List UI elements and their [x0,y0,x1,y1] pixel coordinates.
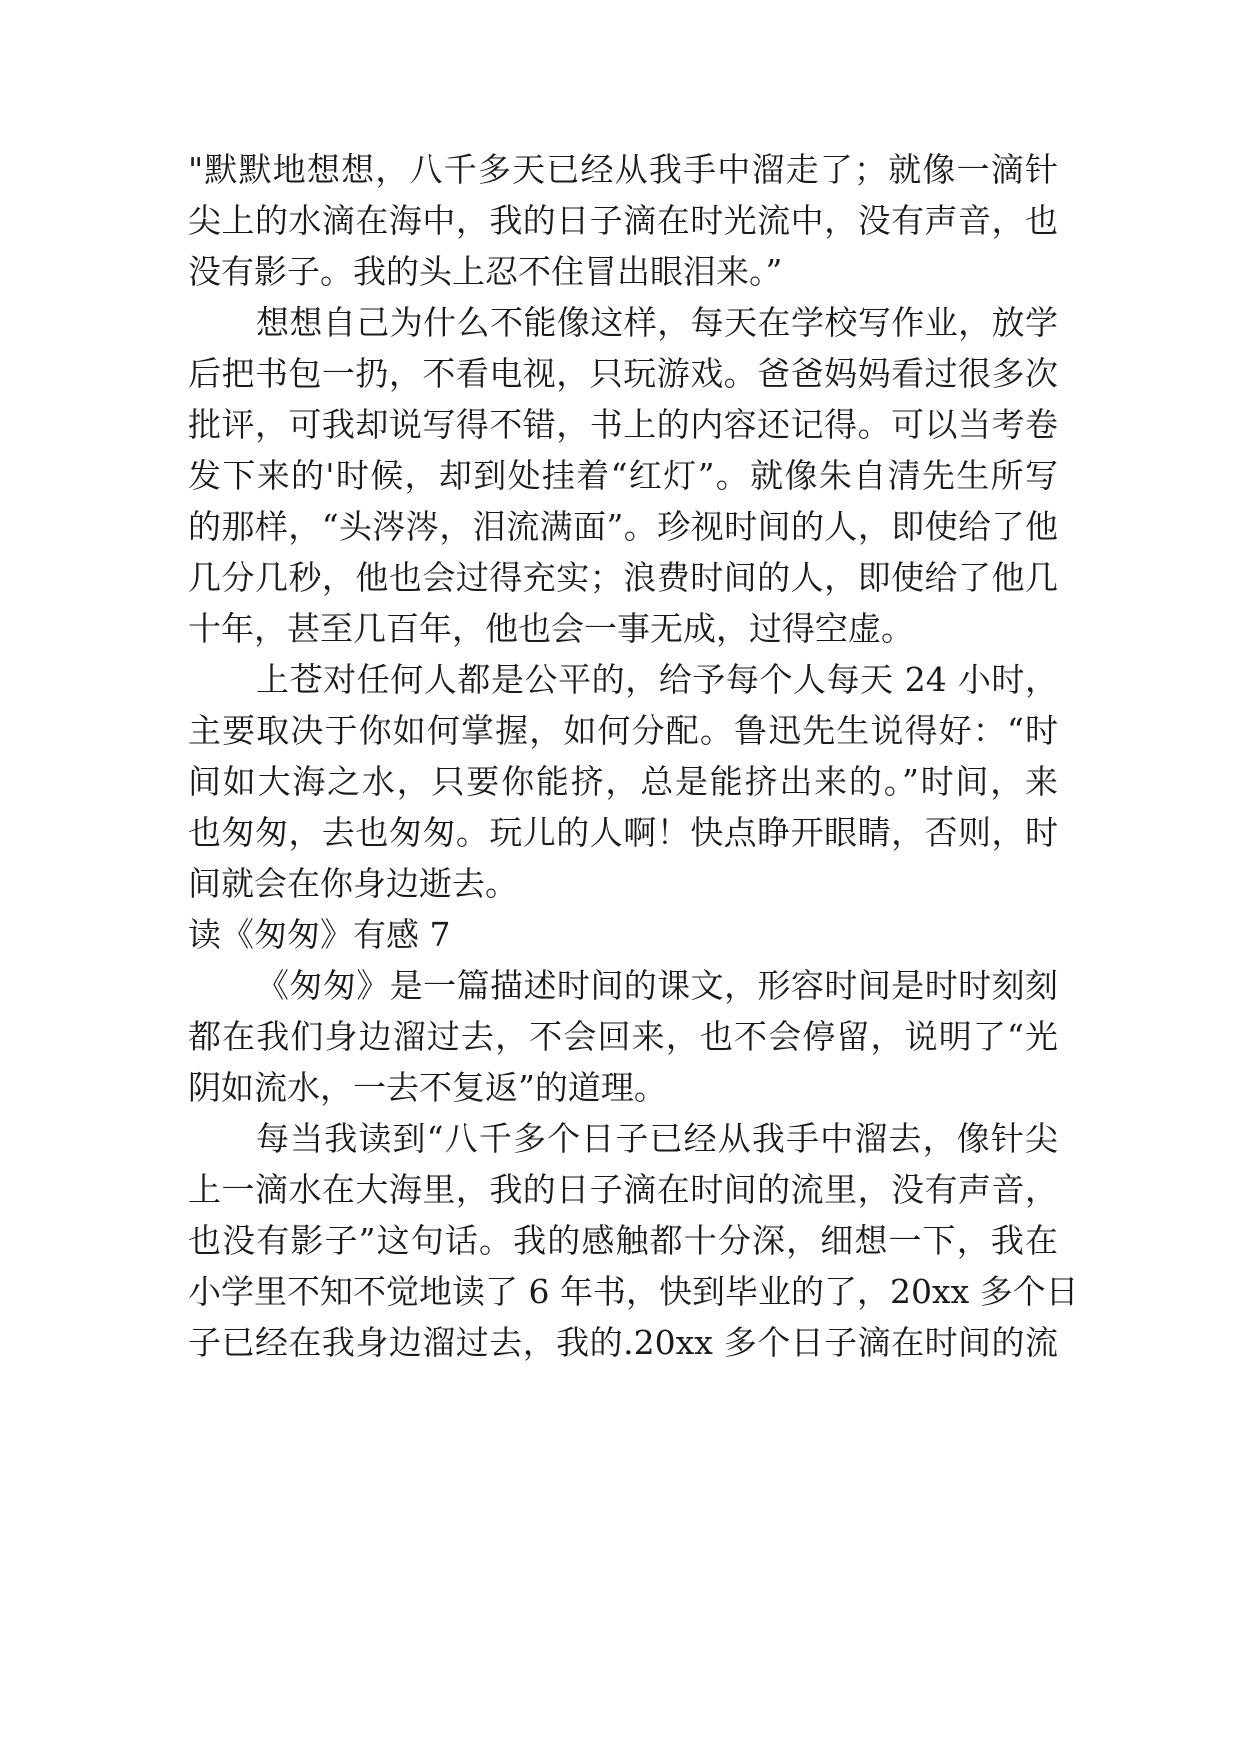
text-line: 没有影子。我的头上忍不住冒出眼泪来。” [188,252,783,291]
text-line: 也匆匆，去也匆匆。玩儿的人啊！快点睁开眼睛，否则，时 [188,813,1058,852]
text-line: 尖上的水滴在海中，我的日子滴在时光流中，没有声音，也 [188,201,1058,240]
text-line: 阴如流水，一去不复返”的道理。 [188,1068,667,1107]
paragraph-first-line: 每当我读到“八千多个日子已经从我手中溜去，像针尖 [256,1119,1058,1158]
text-line: 也没有影子”这句话。我的感触都十分深，细想一下，我在 [188,1221,1058,1260]
text-line: 上一滴水在大海里，我的日子滴在时间的流里，没有声音， [188,1170,1058,1209]
text-line: 都在我们身边溜过去，不会回来，也不会停留，说明了“光 [188,1017,1058,1056]
text-line: 批评，可我却说写得不错，书上的内容还记得。可以当考卷 [188,405,1058,444]
text-line: 十年，甚至几百年，他也会一事无成，过得空虚。 [188,609,914,648]
text-line: 间如大海之水，只要你能挤，总是能挤出来的。”时间，来 [188,762,1058,801]
section-title: 读《匆匆》有感 7 [188,915,451,954]
paragraph-first-line: 想想自己为什么不能像这样，每天在学校写作业，放学 [256,303,1058,342]
text-line: 几分几秒，他也会过得充实；浪费时间的人，即使给了他几 [188,558,1058,597]
text-line: "默默地想想，八千多天已经从我手中溜走了；就像一滴针 [188,150,1058,189]
text-line: 后把书包一扔，不看电视，只玩游戏。爸爸妈妈看过很多次 [188,354,1058,393]
text-line: 间就会在你身边逝去。 [188,864,518,903]
text-line: 小学里不知不觉地读了 6 年书，快到毕业的了，20xx 多个日 [188,1272,1079,1311]
text-line: 子已经在我身边溜过去，我的.20xx 多个日子滴在时间的流 [188,1323,1058,1362]
text-line: 主要取决于你如何掌握，如何分配。鲁迅先生说得好：“时 [188,711,1058,750]
paragraph-first-line: 上苍对任何人都是公平的，给予每个人每天 24 小时， [256,660,1058,699]
paragraph-first-line: 《匆匆》是一篇描述时间的课文，形容时间是时时刻刻 [256,966,1058,1005]
text-line: 发下来的'时候，却到处挂着“红灯”。就像朱自清先生所写 [188,456,1058,495]
text-line: 的那样，“头涔涔，泪流满面”。珍视时间的人，即使给了他 [188,507,1058,546]
